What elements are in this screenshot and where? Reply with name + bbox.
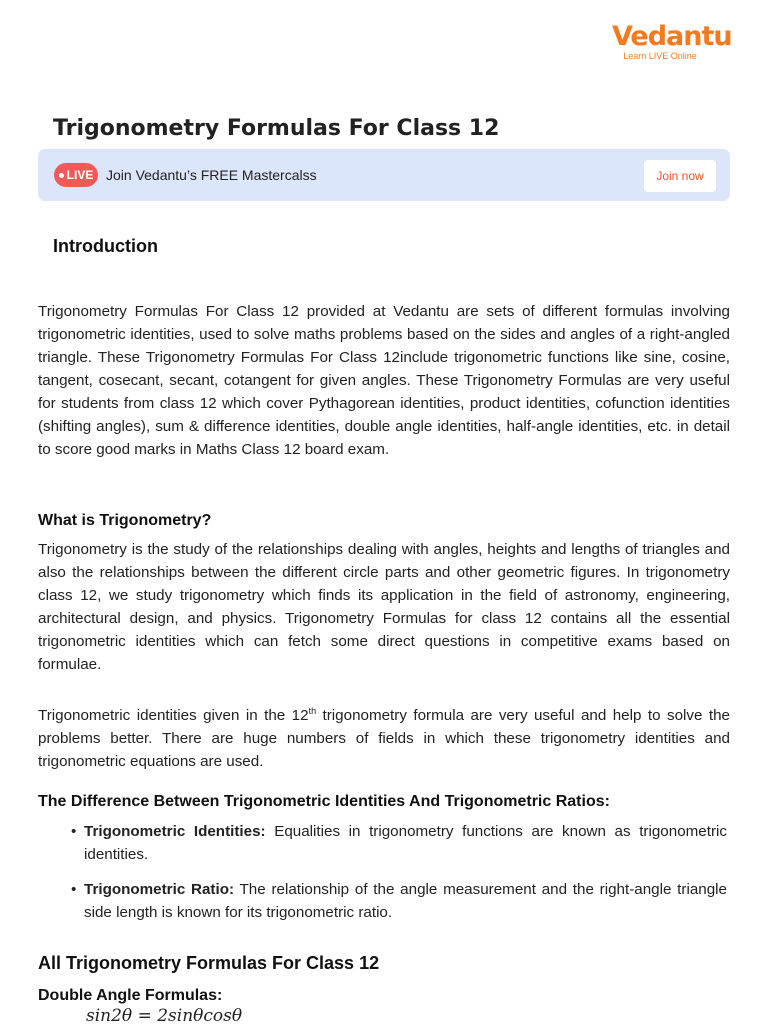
list-item-term: Trigonometric Ratio:: [84, 881, 235, 898]
introduction-heading: Introduction: [53, 236, 158, 256]
identities-paragraph: [38, 700, 730, 773]
logo-tagline: Learn LIVE Online: [623, 51, 697, 61]
identities-text-end: trigonometry formula are very useful and help to solve the problems better. There are huge numbers of fields in which these trigonometry identities and trigonometric equations are used.: [38, 707, 730, 771]
banner-text: Join Vedantu’s FREE Mastercalss: [106, 167, 317, 183]
difference-list: [71, 820, 727, 936]
live-badge: [54, 163, 98, 187]
list-item-term: Trigonometric Identities:: [84, 823, 266, 840]
difference-heading: The Difference Between Trigonometric Identities And Trigonometric Ratios:: [38, 793, 610, 810]
all-formulas-heading: All Trigonometry Formulas For Class 12: [38, 953, 380, 973]
bullet-icon: •: [71, 881, 77, 898]
live-label: LIVE: [66, 168, 94, 182]
bullet-icon: •: [71, 823, 77, 840]
masterclass-banner: [38, 149, 730, 201]
list-item-text: Equalities in trigonometry functions are known as trigonometric identities.: [84, 823, 727, 863]
list-item: [71, 878, 727, 924]
double-angle-formula: sin2θ = 2sinθcosθ: [86, 1006, 243, 1026]
superscript-th: th: [308, 706, 317, 716]
logo-wordmark: Vedantu: [612, 21, 732, 52]
join-now-button[interactable]: Join now: [643, 159, 717, 193]
page-title: Trigonometry Formulas For Class 12: [53, 116, 500, 141]
live-dot-icon: [59, 173, 64, 178]
what-is-paragraph: Trigonometry is the study of the relationships dealing with angles, heights and lengths of triangles and also the relationships between the different circle parts and other geometric figures. In trigonometry class 12, we study trigonometry which finds its application in the field of astronomy, engineering, architectural design, and physics. Trigonometry Formulas for class 12 contains all the essential trigonometric identities which can fetch some direct questions in competitive exams based on formulae.: [38, 541, 730, 673]
introduction-paragraph: Trigonometry Formulas For Class 12 provided at Vedantu are sets of different formulas involving trigonometric identities, used to solve maths problems based on the sides and angles of a right-angled triangle. These Trigonometry Formulas For Class 12include trigonometric functions like sine, cosine, tangent, cosecant, secant, cotangent for given angles. These Trigonometry Formulas are very useful for students from class 12 which cover Pythagorean identities, product identities, cofunction identities (shifting angles), sum & difference identities, double angle identities, half-angle identities, etc. in detail to score good marks in Maths Class 12 board exam.: [38, 303, 730, 458]
vedantu-logo: [612, 21, 732, 61]
identities-text-start: Trigonometric identities given in the 12: [38, 707, 309, 725]
what-is-trigonometry-heading: What is Trigonometry?: [38, 512, 212, 529]
list-item: [71, 820, 727, 866]
list-item-text: The relationship of the angle measurement and the right-angle triangle side length is known for its trigonometric ratio.: [84, 881, 727, 921]
double-angle-heading: Double Angle Formulas:: [38, 987, 223, 1004]
